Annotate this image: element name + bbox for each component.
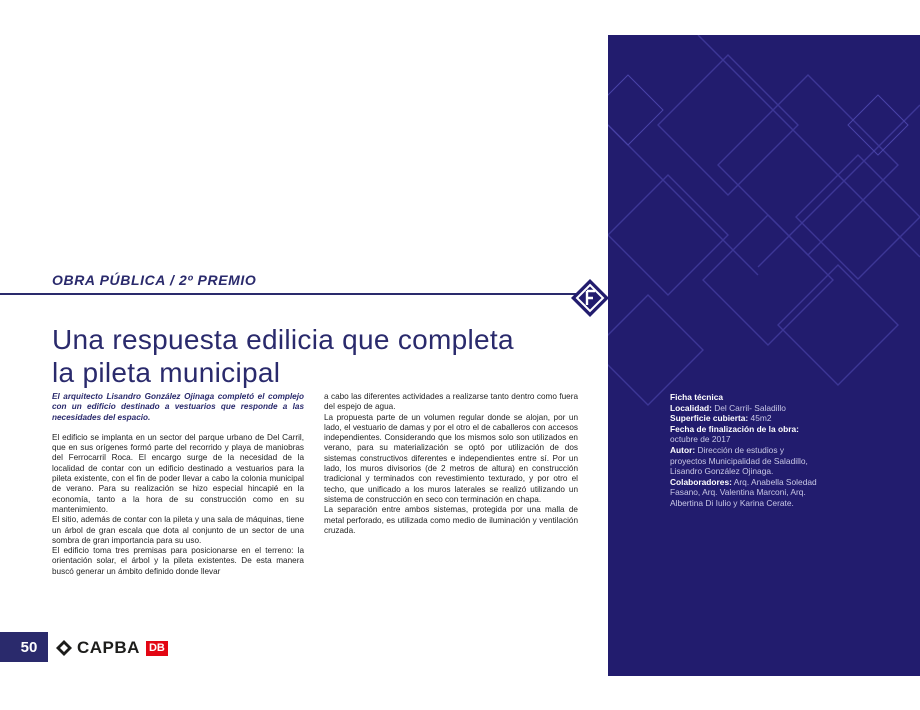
section-rule (0, 293, 578, 295)
decorative-panel (608, 35, 920, 676)
ficha-fecha: Fecha de finalización de la obra: octubre de 2017 (670, 423, 799, 445)
article-title (52, 323, 572, 389)
geometric-pattern (608, 35, 920, 676)
ficha-colaboradores: Colaboradores: Arq. Anabella Soledad Fasano, Arq. Valentina Marconi, Arq. Albertina Di Iulio y Karina Cerate. (670, 476, 817, 508)
page-number-box (0, 632, 48, 662)
capba-mark-icon (56, 640, 74, 656)
brand-suffix: DB (146, 641, 168, 656)
ficha-heading: Ficha técnica (670, 392, 724, 402)
brand-word: CAPBA (77, 638, 140, 657)
category-badge-icon (570, 278, 610, 323)
page-number: 50 (20, 638, 38, 656)
text-column-left (52, 392, 304, 577)
body-paragraph: La separación entre ambos sistemas, protegida por una malla de metal perforado, es utilizada como medio de iluminación y ventilación cruzada. (324, 505, 578, 535)
ficha-autor: Autor: Dirección de estudios y proyectos Municipalidad de Saladillo, Lisandro González Ojinaga. (670, 444, 808, 477)
body-paragraph: El edificio se implanta en un sector del parque urbano de Del Carril, que en sus orígenes formó parte del recorrido y playa de maniobras del Ferrocarril Roca. El encargo surge de la necesidad de la localidad de contar con un edificio destinado a vestuarios para la pileta existente, con el fin de poder llevar a cabo la colonia municipal de verano. Para su realización se hizo especial hincapié en la economía, tanto a la hora de su construcción como en su mantenimiento. (52, 432, 304, 514)
body-paragraph: El edificio toma tres premisas para posicionarse en el terreno: la orientación solar, el árbol y la pileta existentes. De esta manera buscó generar un ámbito definido donde llevar (52, 546, 304, 576)
section-label: OBRA PÚBLICA / 2º PREMIO (52, 272, 257, 288)
body-paragraph: El sitio, además de contar con la pileta y una sala de máquinas, tiene un árbol de gran escala que dota al conjunto de un sector de una sombra de gran importancia para su uso. (52, 515, 304, 545)
ficha-localidad: Localidad: Del Carril- Saladillo (670, 402, 786, 413)
brand-logo (56, 638, 168, 658)
title-line-2: la pileta municipal (52, 356, 281, 388)
body-paragraph: La propuesta parte de un volumen regular donde se alojan, por un lado, el vestuario de damas y por el otro el de caballeros con accesos independientes. Considerando que los mismos solo son utilizados en verano, para su materialización se optó por utilización de dos sistemas constructivos diferentes e independientes entre sí. Por un lado, los muros divisorios (de 2 metros de altura) en construcción tradicional y terminados con revestimiento texturado, y por otro el techo, que unificado a los muros laterales se realizó utilizando un sistema de construcción en seco con terminación en chapa. (324, 412, 578, 504)
ficha-superficie: Superficie cubierta: 45m2 (670, 413, 772, 424)
text-column-right (324, 392, 578, 536)
title-line-1: Una respuesta edilicia que completa (52, 323, 514, 355)
lead-paragraph: El arquitecto Lisandro González Ojinaga completó el complejo con un edificio destinado a vestuarios que responde a las necesidades del espacio. (52, 392, 304, 422)
body-paragraph: a cabo las diferentes actividades a realizarse tanto dentro como fuera del espejo de agua. (324, 392, 578, 412)
technical-sheet (670, 392, 820, 509)
